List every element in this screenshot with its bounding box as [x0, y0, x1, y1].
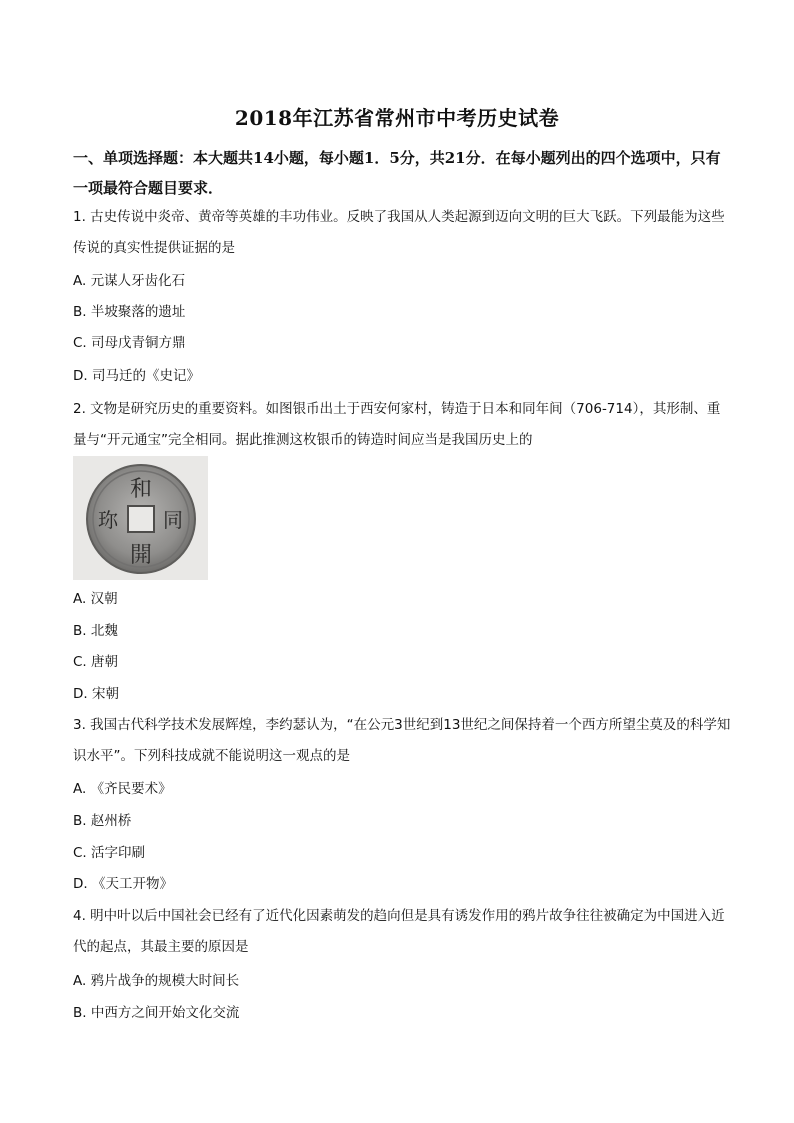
question-4-option-b: B. 中西方之间开始文化交流 [73, 1005, 240, 1021]
question-2-option-c: C. 唐朝 [73, 654, 119, 670]
question-1-option-a: A. 元谋人牙齿化石 [73, 273, 186, 289]
silver-coin-image [73, 456, 208, 580]
section-heading: 一、单项选择题：本大题共14小题，每小题1．5分，共21分．在每小题列出的四个选项中，只有一项最符合题目要求． [73, 149, 721, 197]
coin-figure [73, 456, 208, 580]
question-2-option-d: D. 宋朝 [73, 686, 119, 702]
question-1-option-b: B. 半坡聚落的遗址 [73, 304, 186, 320]
question-3-option-a: A. 《齐民要术》 [73, 781, 172, 797]
question-2-option-b: B. 北魏 [73, 623, 118, 639]
question-1-option-d: D. 司马迁的《史记》 [73, 368, 200, 384]
question-4-option-a: A. 鸦片战争的规模大时间长 [73, 973, 240, 989]
question-3-stem: 3. 我国古代科学技术发展辉煌，李约瑟认为，“在公元3世纪到13世纪之间保持着一个西方所望尘莫及的科学知识水平”。下列科技成就不能说明这一观点的是 [73, 717, 731, 764]
question-2-option-a: A. 汉朝 [73, 591, 118, 607]
question-3-option-d: D. 《天工开物》 [73, 876, 173, 892]
coin-char-bottom: 開 [129, 543, 153, 568]
question-1-option-c: C. 司母戊青铜方鼎 [73, 335, 186, 351]
question-3-option-c: C. 活字印刷 [73, 845, 146, 861]
coin-char-top: 和 [129, 477, 153, 502]
question-2-stem: 2. 文物是研究历史的重要资料。如图银币出土于西安何家村，铸造于日本和同年间（706-714），其形制、重量与“开元通宝”完全相同。据此推测这枚银币的铸造时间应当是我国历史上的 [73, 401, 721, 448]
coin-char-left: 珎 [98, 508, 118, 532]
question-3-option-b: B. 赵州桥 [73, 813, 132, 829]
question-4-stem: 4. 明中叶以后中国社会已经有了近代化因素萌发的趋向但是具有诱发作用的鸦片故争往往被确定为中国进入近代的起点，其最主要的原因是 [73, 908, 725, 955]
question-1-stem: 1. 古史传说中炎帝、黄帝等英雄的丰功伟业。反映了我国从人类起源到迈向文明的巨大飞跃。下列最能为这些传说的真实性提供证据的是 [73, 209, 725, 256]
coin-char-right: 同 [163, 508, 183, 532]
coin-square-hole [128, 506, 154, 532]
page-title: 2018年江苏省常州市中考历史试卷 [234, 106, 560, 130]
